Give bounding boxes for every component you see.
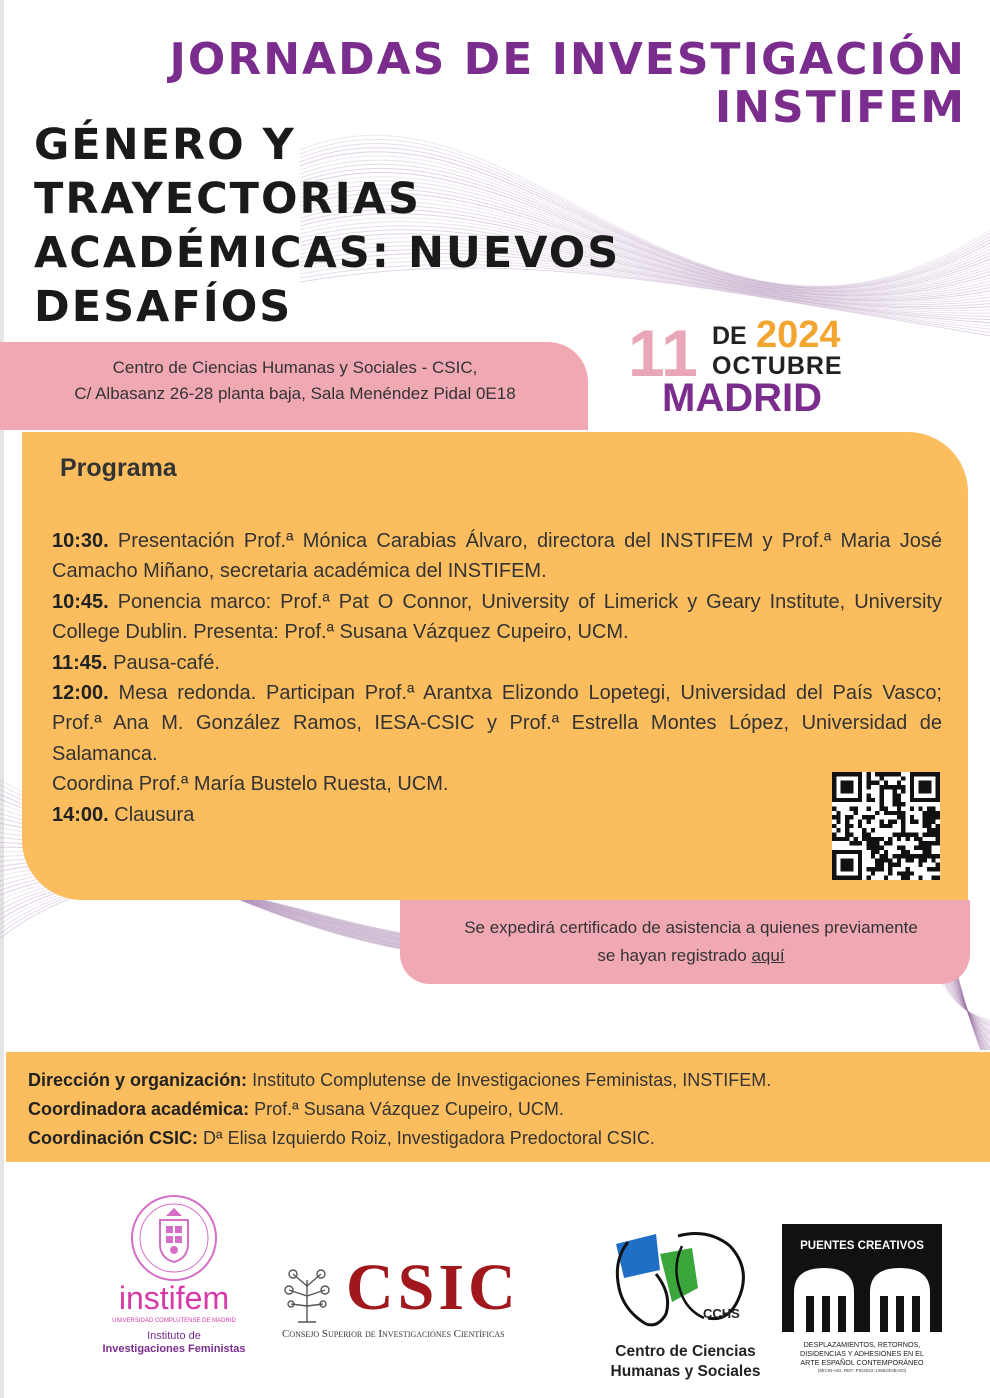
- series-line-1: JORNADAS DE INVESTIGACIÓN: [169, 34, 966, 85]
- instifem-wordmark: instifem: [118, 1280, 230, 1316]
- csic-emblem-icon: [280, 1266, 334, 1326]
- program-time: 12:00.: [52, 682, 109, 705]
- program-time: 14:00.: [52, 803, 109, 826]
- org-row: [28, 1124, 990, 1153]
- puentes-ref: (MICIN-AEI, REF: PID2022-138643NB-I00): [817, 1368, 907, 1373]
- date-year: 2024: [756, 314, 841, 356]
- certificate-line-2: [412, 942, 970, 970]
- cchs-line-1: Centro de Ciencias: [615, 1343, 756, 1360]
- organization-box: [6, 1052, 990, 1162]
- puentes-creativos-logo: [782, 1224, 942, 1394]
- program-time: 10:30.: [52, 530, 109, 552]
- program-list: [52, 526, 942, 830]
- venue-line-1: Centro de Ciencias Humanas y Sociales - CSIC,: [112, 358, 478, 377]
- program-item: [52, 678, 942, 769]
- certificate-line-2-text: se hayan registrado: [597, 946, 752, 965]
- event-title: [34, 118, 734, 334]
- program-text: Coordina Prof.ª María Bustelo Ruesta, UCM.: [52, 773, 449, 796]
- ucm-crest-icon: [124, 1190, 224, 1286]
- title-line-3: ACADÉMICAS: NUEVOS: [34, 228, 621, 278]
- cchs-abbr: CCHS: [703, 1306, 740, 1321]
- program-item: [52, 587, 942, 648]
- puentes-desc-3: ARTE ESPAÑOL CONTEMPORÁNEO: [800, 1358, 924, 1367]
- title-line-1: GÉNERO Y: [34, 120, 296, 170]
- venue-line-2: C/ Albasanz 26-28 planta baja, Sala Menéndez Pidal 0E18: [74, 384, 516, 403]
- program-text: Mesa redonda. Participan Prof.ª Arantxa Elizondo Lopetegi, Universidad del País Vasco; Prof.ª Ana M. González Ramos, IESA-CSIC y Prof.ª Estrella Montes López, Universidad de Salamanca.: [52, 682, 942, 765]
- date-month: OCTUBRE: [712, 352, 843, 380]
- puentes-desc-2: DISIDENCIAS Y ADHESIONES EN EL: [800, 1349, 924, 1358]
- cchs-logo: [598, 1226, 773, 1386]
- program-time: 10:45.: [52, 590, 109, 613]
- program-item: [52, 526, 942, 587]
- instifem-logo: [84, 1190, 264, 1370]
- org-value: Instituto Complutense de Investigaciones Feministas, INSTIFEM.: [247, 1070, 772, 1090]
- org-label: Dirección y organización:: [28, 1070, 248, 1090]
- org-label: Coordinación CSIC:: [28, 1128, 198, 1148]
- program-item: [52, 800, 942, 830]
- registration-qr-code[interactable]: [830, 772, 942, 880]
- puentes-title: PUENTES CREATIVOS: [782, 1224, 942, 1256]
- org-value: Dª Elisa Izquierdo Roiz, Investigadora Predoctoral CSIC.: [198, 1128, 655, 1148]
- cchs-line-2: Humanas y Sociales: [610, 1363, 761, 1380]
- bridge-arches-icon: [782, 1256, 942, 1332]
- puentes-desc-1: DESPLAZAMIENTOS, RETORNOS,: [803, 1340, 921, 1349]
- program-text: Presentación Prof.ª Mónica Carabias Álvaro, directora del INSTIFEM y Prof.ª Maria José Camacho Miñano, secretaria académica del INSTIFEM.: [52, 530, 942, 583]
- org-row: [28, 1066, 990, 1095]
- register-link[interactable]: aquí: [751, 946, 785, 965]
- csic-wordmark: CSIC: [346, 1251, 520, 1324]
- date-de: DE: [712, 322, 747, 350]
- certificate-box: [400, 900, 970, 984]
- org-value: Prof.ª Susana Vázquez Cupeiro, UCM.: [249, 1099, 564, 1119]
- title-line-4: DESAFÍOS: [34, 282, 293, 332]
- instifem-inst-2: Investigaciones Feministas: [102, 1343, 246, 1355]
- date-day: 11: [628, 316, 698, 390]
- csic-fullname: Consejo Superior de Investigaciones Científicas: [282, 1328, 505, 1340]
- program-time: 11:45.: [52, 651, 108, 674]
- org-label: Coordinadora académica:: [28, 1099, 250, 1119]
- title-line-2: TRAYECTORIAS: [34, 174, 421, 224]
- program-item: [52, 769, 942, 799]
- org-row: [28, 1095, 990, 1124]
- venue-box: [0, 342, 588, 430]
- program-text: Ponencia marco: Prof.ª Pat O Connor, University of Limerick y Geary Institute, University College Dublin. Presenta: Prof.ª Susana Vázquez Cupeiro, UCM.: [52, 590, 942, 644]
- series-line-2: INSTIFEM: [714, 82, 966, 133]
- program-text: Clausura: [108, 803, 195, 826]
- instifem-inst-1: Instituto de: [147, 1330, 201, 1342]
- instifem-university: UNIVERSIDAD COMPLUTENSE DE MADRID: [112, 1318, 236, 1324]
- program-text: Pausa-café.: [107, 651, 220, 674]
- program-item: [52, 648, 942, 678]
- cchs-heads-icon: [598, 1226, 768, 1344]
- csic-logo: [280, 1251, 590, 1352]
- date-city: MADRID: [662, 376, 822, 420]
- program-heading: Programa: [60, 454, 177, 482]
- certificate-line-1: Se expedirá certificado de asistencia a quienes previamente: [464, 918, 918, 937]
